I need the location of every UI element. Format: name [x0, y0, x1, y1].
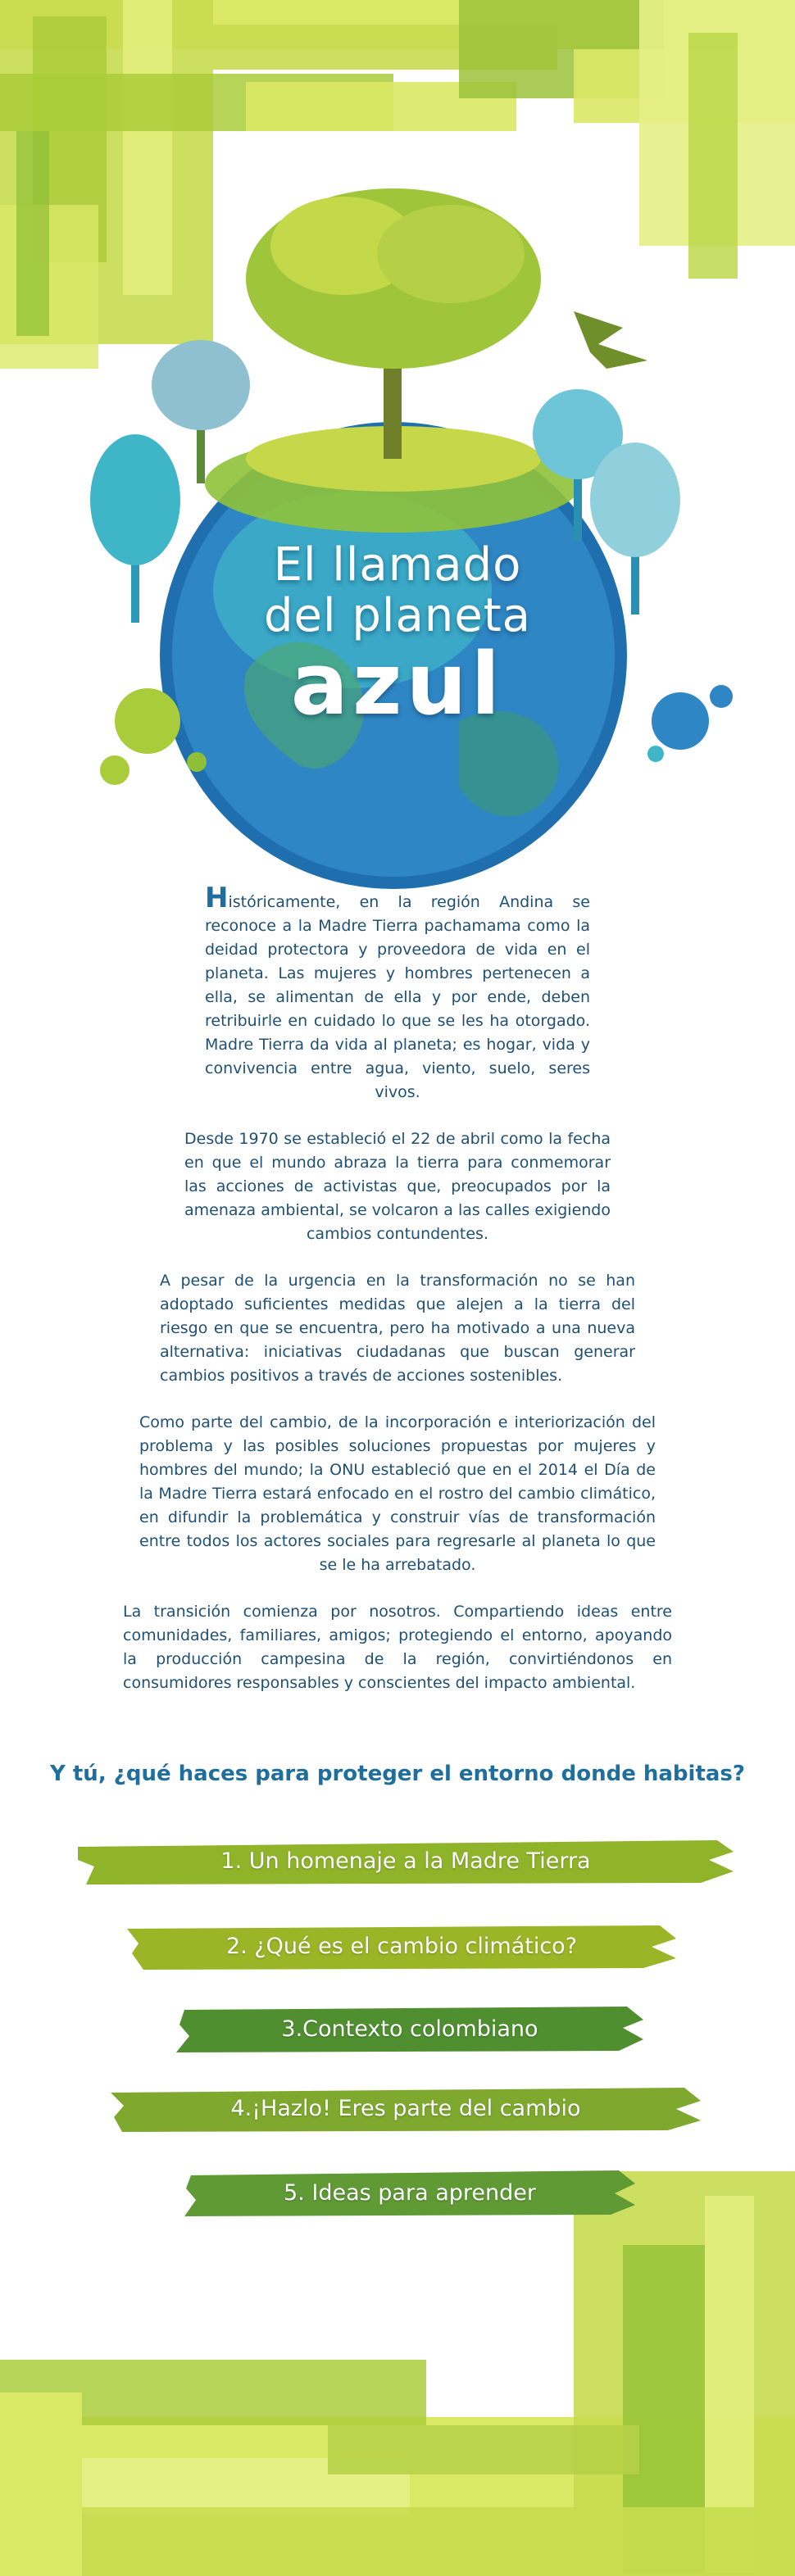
paragraph-4: Como parte del cambio, de la incorporación e interiorización del problema y las posibles soluciones propuestas por mujeres y hombres del mundo; la ONU estableció que en el 2014 el Día de la Madre Tierra estará enfocado en el rostro del cambio climático, en difundir la problemática y construir vías de transformación entre todos los actores sociales para regresarle al planeta lo que se le ha arrebatado. — [139, 1413, 656, 1574]
menu-item-ideas-para-aprender[interactable] — [184, 2167, 635, 2220]
hero-title-line-2: del planeta — [264, 589, 531, 642]
menu-item-contexto-colombiano[interactable] — [176, 2003, 643, 2056]
paragraph-2: Desde 1970 se estableció el 22 de abril como la fecha en que el mundo abraza la tierra para conmemorar las acciones de activistas que, preocupados por la amenaza ambiental, se volcaron a las calles exigiendo cambios contundentes. — [184, 1130, 611, 1243]
menu-item-cambio-climatico[interactable] — [127, 1921, 676, 1973]
menu-item-label: 3.Contexto colombiano — [281, 2016, 538, 2042]
menu-item-label: 1. Un homenaje a la Madre Tierra — [220, 1848, 591, 1874]
hero-title-line-1: El llamado — [273, 538, 522, 592]
paragraph-3: A pesar de la urgencia en la transformación no se han adoptado suficientes medidas que alejen a la tierra del riesgo en que se encuentra, pero ha motivado a una nueva alternativa: iniciativas ciudadanas que buscan generar cambios positivos a través de acciones sostenibles. — [160, 1272, 635, 1385]
menu-item-homenaje[interactable] — [78, 1835, 734, 1888]
paragraph-1-text: istóricamente, en la región Andina se reconoce a la Madre Tierra pachamama como la deidad protectora y proveedora de vida en el planeta. Las mujeres y hombres pertenecen a ella, se alimentan de ella y por ende, deben retribuirle en cuidado lo que se les ha otorgado. Madre Tierra da vida al planeta; es hogar, vida y convivencia entre agua, viento, suelo, seres vivos. — [205, 893, 590, 1101]
bird-icon — [574, 311, 647, 369]
article-body — [123, 882, 672, 1718]
menu-item-label: 4.¡Hazlo! Eres parte del cambio — [230, 2096, 581, 2121]
paragraph-5: La transición comienza por nosotros. Compartiendo ideas entre comunidades, familiares, amigos; protegiendo el entorno, apoyando la producción campesina de la región, convirtiéndonos en consumidores responsables y conscientes del impacto ambiental. — [123, 1603, 672, 1692]
hero-title-line-3: azul — [290, 634, 505, 734]
drop-cap: H — [205, 882, 229, 914]
closing-question: Y tú, ¿qué haces para proteger el entorno donde habitas? — [50, 1762, 745, 1786]
menu-item-label: 5. Ideas para aprender — [284, 2180, 536, 2206]
bottom-brush-strokes — [0, 2171, 795, 2576]
paragraph-1 — [205, 882, 590, 1104]
menu-item-hazlo[interactable] — [111, 2083, 701, 2135]
menu-item-label: 2. ¿Qué es el cambio climático? — [225, 1934, 578, 1959]
